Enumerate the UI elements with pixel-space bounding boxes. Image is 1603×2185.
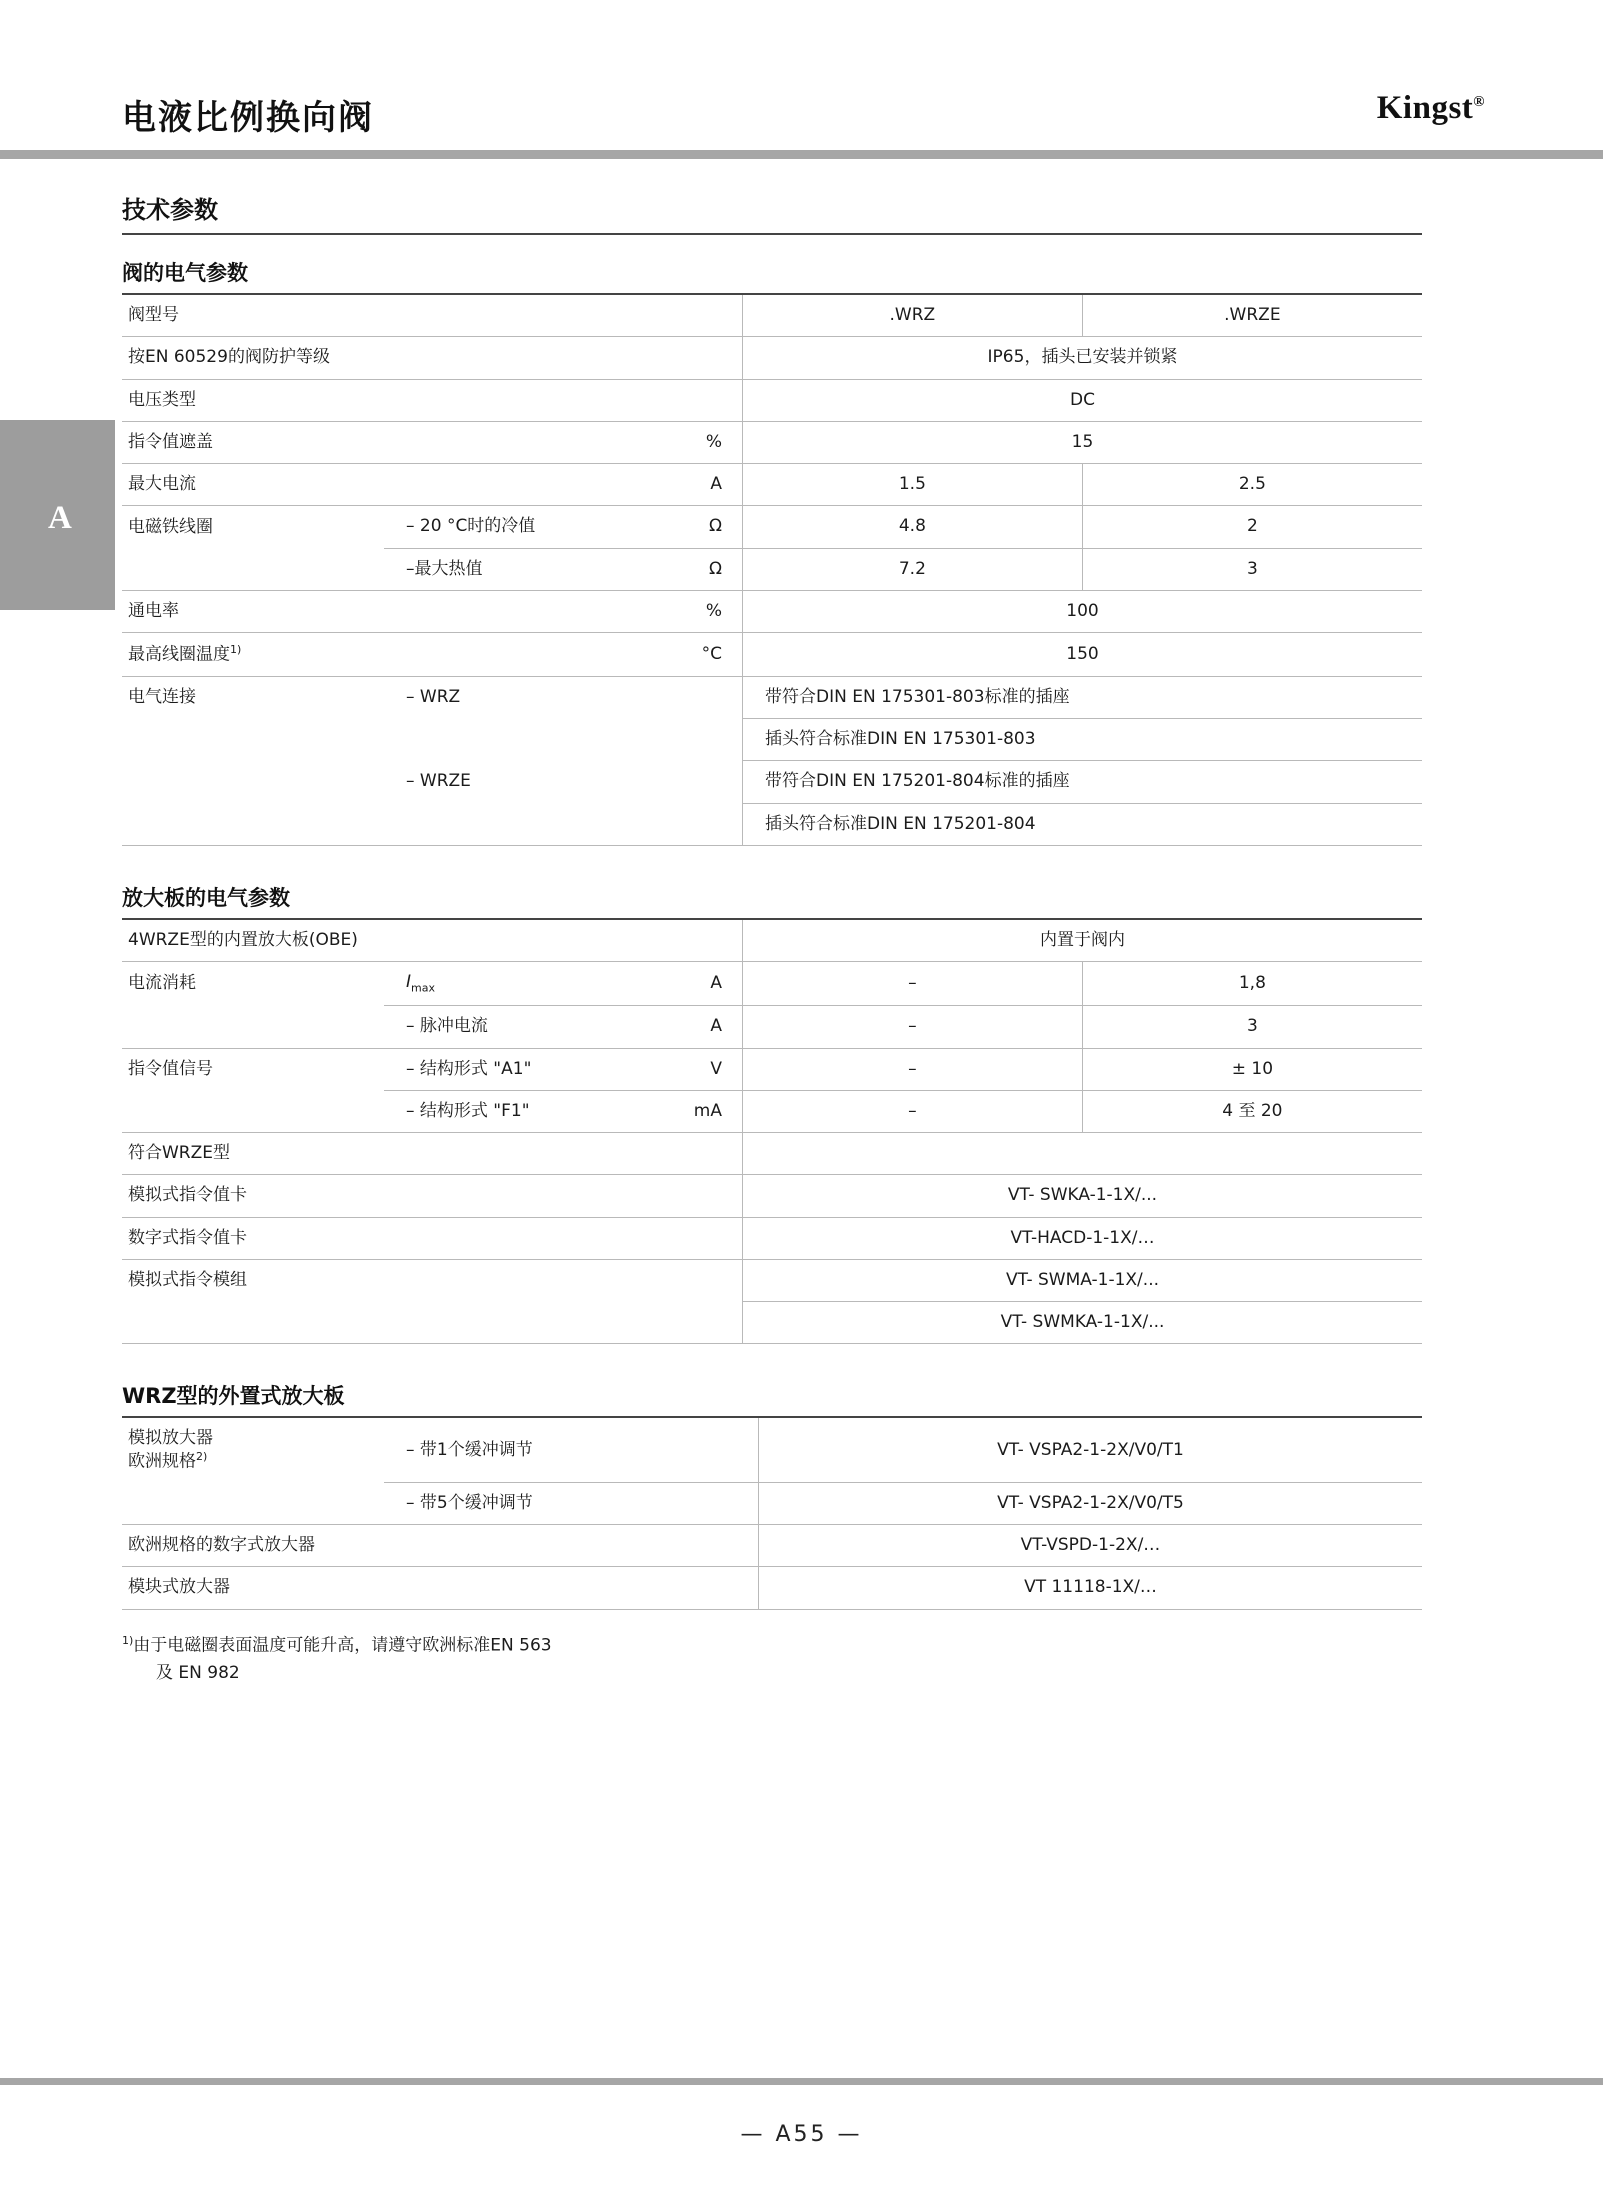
subsection-title-external-amplifier: WRZ型的外置式放大板	[122, 1380, 1422, 1418]
section-title-technical: 技术参数	[122, 190, 1422, 235]
table-row	[122, 590, 1422, 632]
value-span: 带符合DIN EN 175201-804标准的插座	[743, 761, 1423, 803]
table-row	[122, 464, 1422, 506]
value-wrze: 2	[1082, 506, 1422, 548]
value-wrz: 4.8	[743, 506, 1083, 548]
row-label: 阀型号	[122, 295, 384, 337]
row-label: 模拟式指令模组	[128, 1270, 247, 1291]
table-row	[122, 719, 1422, 761]
row-label: 电流消耗	[128, 973, 196, 994]
row-label	[122, 1090, 384, 1132]
value-span: DC	[743, 379, 1423, 421]
value-span: 150	[743, 633, 1423, 677]
value-span: 插头符合标准DIN EN 175201-804	[743, 803, 1423, 845]
value-span: 15	[743, 421, 1423, 463]
value-span: VT- SWMA-1-1X/...	[743, 1259, 1423, 1301]
row-label: 指令值信号	[128, 1058, 213, 1079]
row-label	[122, 803, 384, 845]
value-wrz: 1.5	[743, 464, 1083, 506]
value-span: VT- VSPA2-1-2X/V0/T5	[759, 1482, 1423, 1524]
value-span: 100	[743, 590, 1423, 632]
row-unit: A	[656, 962, 743, 1006]
table-row	[122, 1259, 1422, 1301]
header-divider	[0, 150, 1603, 159]
table-row	[122, 1567, 1422, 1609]
row-unit	[656, 295, 743, 337]
value-span	[743, 1133, 1423, 1175]
row-label-line1: 模拟放大器	[128, 1428, 213, 1449]
external-amplifier-table	[122, 1418, 1422, 1609]
row-label: 最大电流	[122, 464, 384, 506]
page-title: 电液比例换向阀	[122, 98, 374, 138]
value-wrz: .WRZ	[743, 295, 1083, 337]
row-sub	[384, 464, 656, 506]
table-row	[122, 1006, 1422, 1048]
row-unit: Ω	[656, 548, 743, 590]
row-unit	[672, 1482, 759, 1524]
value-wrze: ± 10	[1082, 1048, 1422, 1090]
row-unit	[656, 1217, 743, 1259]
row-unit	[656, 379, 743, 421]
row-sub: – 结构形式 "F1"	[384, 1090, 656, 1132]
row-label: 指令值遮盖	[122, 421, 384, 463]
row-sub	[384, 719, 656, 761]
row-sub	[384, 962, 656, 1006]
table-row	[122, 1175, 1422, 1217]
row-label: 电气连接	[128, 687, 196, 708]
row-label: 按EN 60529的阀防护等级	[122, 337, 384, 379]
footnote-ref: 2)	[196, 1449, 208, 1463]
value-span: VT 11118-1X/…	[759, 1567, 1423, 1609]
footer-divider	[0, 2078, 1603, 2085]
table-row	[122, 803, 1422, 845]
value-wrz: –	[743, 1048, 1083, 1090]
value-wrze: 4 至 20	[1082, 1090, 1422, 1132]
row-label: 通电率	[122, 590, 384, 632]
registered-mark: ®	[1473, 94, 1485, 110]
row-unit	[656, 761, 743, 803]
table-row	[122, 962, 1422, 1006]
row-label: 模块式放大器	[122, 1567, 384, 1609]
table-row	[122, 1482, 1422, 1524]
row-sub: – 脉冲电流	[384, 1006, 656, 1048]
table-row	[122, 633, 1422, 677]
table-row	[122, 1090, 1422, 1132]
row-label	[122, 548, 384, 590]
subsection-title-amplifier-electrical: 放大板的电气参数	[122, 882, 1422, 920]
row-sub	[384, 421, 656, 463]
row-unit: A	[656, 464, 743, 506]
row-unit	[672, 1567, 759, 1609]
row-sub: – 结构形式 "A1"	[384, 1048, 656, 1090]
row-label-line2-text: 欧洲规格	[128, 1451, 196, 1472]
table-row	[122, 1217, 1422, 1259]
footnote-ref: 1)	[230, 643, 242, 656]
row-label: 模拟式指令值卡	[122, 1175, 384, 1217]
table-row	[122, 1302, 1422, 1344]
value-wrze: 3	[1082, 548, 1422, 590]
section-tab-label: A	[48, 500, 72, 536]
row-sub	[384, 590, 656, 632]
footnote-marker: 1)	[122, 1633, 134, 1647]
table-row	[122, 1133, 1422, 1175]
row-sub: –最大热值	[384, 548, 656, 590]
value-wrz: –	[743, 962, 1083, 1006]
value-wrze: 2.5	[1082, 464, 1422, 506]
page-number: — A55 —	[740, 2122, 863, 2147]
row-unit	[656, 676, 743, 718]
brand-logo	[1377, 90, 1485, 127]
row-label	[122, 633, 384, 677]
table-row	[122, 761, 1422, 803]
row-sub	[384, 1175, 656, 1217]
value-wrz: –	[743, 1006, 1083, 1048]
row-label	[122, 1482, 384, 1524]
table-row	[122, 548, 1422, 590]
row-label-line2	[128, 1450, 378, 1473]
row-label: 符合WRZE型	[122, 1133, 384, 1175]
value-span: VT- VSPA2-1-2X/V0/T1	[759, 1418, 1423, 1482]
row-sub: – 20 °C时的冷值	[384, 506, 656, 548]
symbol-max: max	[411, 981, 435, 995]
row-label: 电压类型	[122, 379, 384, 421]
row-label	[122, 719, 384, 761]
table-row	[122, 1418, 1422, 1482]
row-label	[122, 1418, 384, 1482]
row-unit	[656, 803, 743, 845]
row-sub: – WRZE	[406, 771, 471, 792]
row-label: 欧洲规格的数字式放大器	[122, 1525, 384, 1567]
section-tab-a	[0, 420, 115, 610]
value-wrz: 7.2	[743, 548, 1083, 590]
row-label	[122, 1302, 384, 1344]
row-label: 4WRZE型的内置放大板(OBE)	[122, 920, 384, 962]
row-sub	[384, 920, 656, 962]
value-span: VT- SWKA-1-1X/...	[743, 1175, 1423, 1217]
row-sub	[384, 379, 656, 421]
row-unit: %	[656, 590, 743, 632]
table-row	[122, 421, 1422, 463]
row-sub	[384, 803, 656, 845]
row-label: 电磁铁线圈	[128, 516, 213, 537]
value-wrze: .WRZE	[1082, 295, 1422, 337]
row-unit	[656, 1175, 743, 1217]
table-row	[122, 676, 1422, 718]
amplifier-electrical-table	[122, 920, 1422, 1344]
row-sub	[384, 633, 656, 677]
value-span: VT-HACD-1-1X/…	[743, 1217, 1423, 1259]
row-label	[122, 1006, 384, 1048]
row-sub: – WRZ	[406, 687, 461, 708]
row-unit	[656, 1302, 743, 1344]
table-row	[122, 920, 1422, 962]
table-row	[122, 1525, 1422, 1567]
symbol-i: I	[406, 972, 412, 993]
row-unit	[656, 1259, 743, 1301]
table-row	[122, 1048, 1422, 1090]
row-sub: – 带1个缓冲调节	[384, 1418, 672, 1482]
table-row	[122, 337, 1422, 379]
table-row	[122, 506, 1422, 548]
value-span: IP65，插头已安装并锁紧	[743, 337, 1423, 379]
value-wrze: 1,8	[1082, 962, 1422, 1006]
row-sub	[384, 1217, 656, 1259]
row-label: 数字式指令值卡	[122, 1217, 384, 1259]
row-sub	[384, 337, 656, 379]
row-unit	[656, 920, 743, 962]
page-header	[0, 0, 1603, 160]
value-wrze: 3	[1082, 1006, 1422, 1048]
value-span: VT- SWMKA-1-1X/...	[743, 1302, 1423, 1344]
row-unit	[656, 1133, 743, 1175]
row-unit	[656, 719, 743, 761]
subsection-title-valve-electrical: 阀的电气参数	[122, 257, 1422, 295]
row-label-text: 最高线圈温度	[128, 644, 230, 665]
row-sub: – 带5个缓冲调节	[384, 1482, 672, 1524]
row-sub	[384, 1302, 656, 1344]
row-label	[122, 761, 384, 803]
row-unit: Ω	[656, 506, 743, 548]
value-span: 内置于阀内	[743, 920, 1423, 962]
page-content	[122, 190, 1422, 1687]
value-span: VT-VSPD-1-2X/…	[759, 1525, 1423, 1567]
row-unit: mA	[656, 1090, 743, 1132]
row-unit	[672, 1525, 759, 1567]
value-span: 带符合DIN EN 175301-803标准的插座	[743, 676, 1423, 718]
row-sub	[384, 295, 656, 337]
table-row	[122, 379, 1422, 421]
valve-electrical-table	[122, 295, 1422, 846]
value-span: 插头符合标准DIN EN 175301-803	[743, 719, 1423, 761]
row-unit: °C	[656, 633, 743, 677]
row-sub	[384, 1525, 672, 1567]
row-unit: %	[656, 421, 743, 463]
row-unit	[656, 337, 743, 379]
row-unit	[672, 1418, 759, 1482]
footnote-line1: 由于电磁圈表面温度可能升高，请遵守欧洲标准EN 563	[133, 1635, 552, 1656]
row-unit: A	[656, 1006, 743, 1048]
footnote-line2: 及 EN 982	[156, 1662, 240, 1683]
row-unit: V	[656, 1048, 743, 1090]
table-row	[122, 295, 1422, 337]
row-sub	[384, 1259, 656, 1301]
value-wrz: –	[743, 1090, 1083, 1132]
brand-name: Kingst	[1376, 90, 1474, 126]
row-sub	[384, 1133, 656, 1175]
row-sub	[384, 1567, 672, 1609]
footnote-block	[122, 1632, 1422, 1687]
